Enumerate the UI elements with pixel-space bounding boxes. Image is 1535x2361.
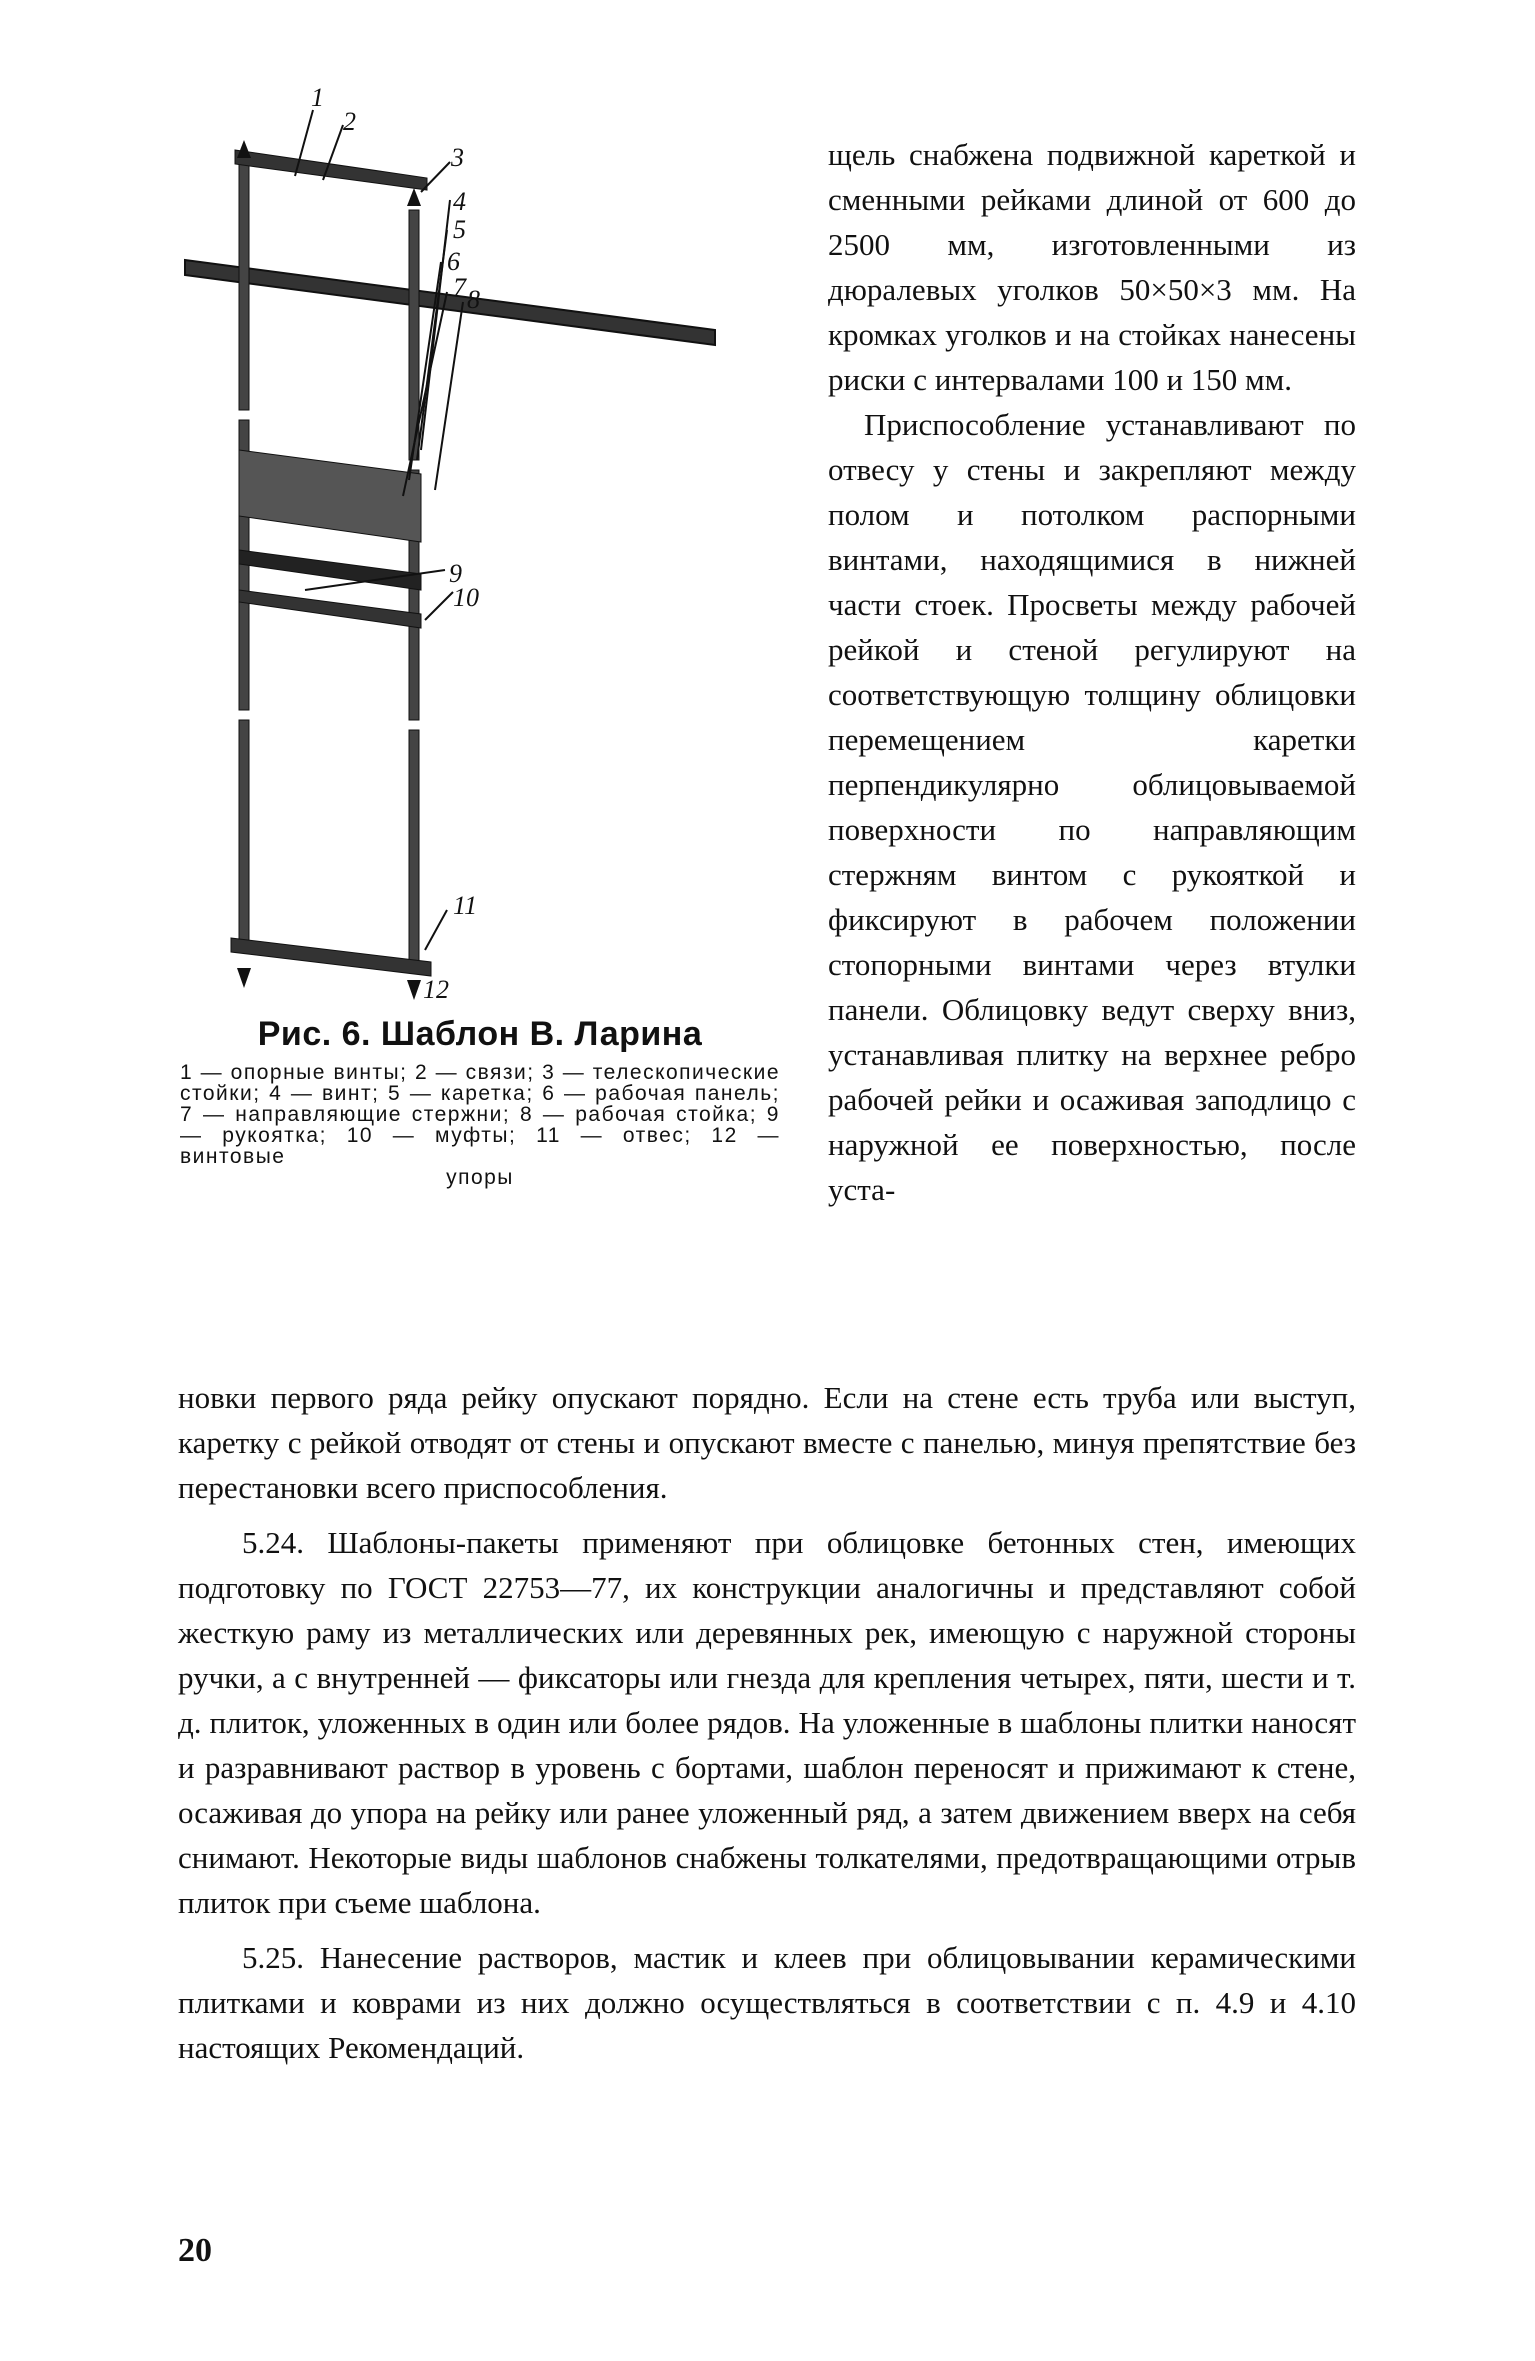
column-paragraph-1: щель снабжена подвижной кареткой и сменными рейками длиной от 600 до 2500 мм, изготовленными из дюралевых уголков 50×50×3 мм. На кромках уголков и на стойках нанесены риски с интервалами 100 и 150 мм. [828, 137, 1356, 397]
callout-7: 7 [453, 273, 466, 302]
callout-5: 5 [453, 215, 466, 244]
figure-caption [180, 1015, 780, 1188]
callout-3: 3 [451, 143, 464, 172]
figure-legend-text: 1 — опорные винты; 2 — связи; 3 — телескопические стойки; 4 — винт; 5 — каретка; 6 — рабочая панель; 7 — направляющие стержни; 8 — рабочая стойка; 9 — рукоятка; 10 — муфты; 11 — отвес; 12 — винтовые [180, 1061, 780, 1168]
right-text-column [828, 132, 1356, 1212]
callout-6: 6 [447, 247, 460, 276]
paragraph-5-24: 5.24. Шаблоны-пакеты применяют при облицовке бетонных стен, имеющих подготовку по ГОСТ 22753—77, их конструкции аналогичны и представляют собой жесткую раму из металлических или деревянных рек, имеющую с наружной стороны ручки, а с внутренней — фиксаторы или гнезда для крепления четырех, пяти, шести и т. д. плиток, уложенных в один или более рядов. На уложенные в шаблоны плитки наносят и разравнивают раствор в уровень с бортами, шаблон переносят и прижимают к стене, осаживая до упора на рейку или ранее уложенный ряд, а затем движением вверх на себя снимают. Некоторые виды шаблонов снабжены толкателями, предотвращающими отрыв плиток при съеме шаблона. [178, 1525, 1356, 1920]
callout-4: 4 [453, 187, 466, 216]
figure-legend-last: упоры [446, 1166, 514, 1189]
callout-8: 8 [467, 285, 480, 314]
figure-title: Рис. 6. Шаблон В. Ларина [257, 1015, 703, 1053]
paragraph-5-25: 5.25. Нанесение растворов, мастик и клеев при облицовывании керамическими плитками и коврами из них должно осуществляться в соответствии с п. 4.9 и 4.10 настоящих Рекомендаций. [178, 1940, 1356, 2065]
callout-10: 10 [453, 583, 479, 612]
page-number: 20 [178, 2232, 212, 2269]
main-text [178, 1375, 1356, 2070]
callout-12: 12 [423, 975, 449, 1004]
callout-11: 11 [453, 891, 478, 920]
callout-9: 9 [449, 559, 462, 588]
callout-2: 2 [343, 107, 356, 136]
figure-legend [180, 1062, 780, 1188]
template-figure [195, 83, 755, 1004]
callout-1: 1 [311, 83, 324, 112]
larin-template-drawing [195, 83, 755, 1004]
continuation-paragraph: новки первого ряда рейку опускают порядно. Если на стене есть труба или выступ, каретку с рейкой отводят от стены и опускают вместе с панелью, минуя препятствие без перестановки всего приспособления. [178, 1380, 1356, 1505]
column-paragraph-2: Приспособление устанавливают по отвесу у стены и закрепляют между полом и потолком распорными винтами, находящимися в нижней части стоек. Просветы между рабочей рейкой и стеной регулируют на соответствующую толщину облицовки перемещением каретки перпендикулярно облицовываемой поверхности по направляющим стержням винтом с рукояткой и фиксируют в рабочем положении стопорными винтами через втулки панели. Облицовку ведут сверху вниз, устанавливая плитку на верхнее ребро рабочей рейки и осаживая заподлицо с наружной ее поверхностью, после уста- [828, 407, 1356, 1207]
